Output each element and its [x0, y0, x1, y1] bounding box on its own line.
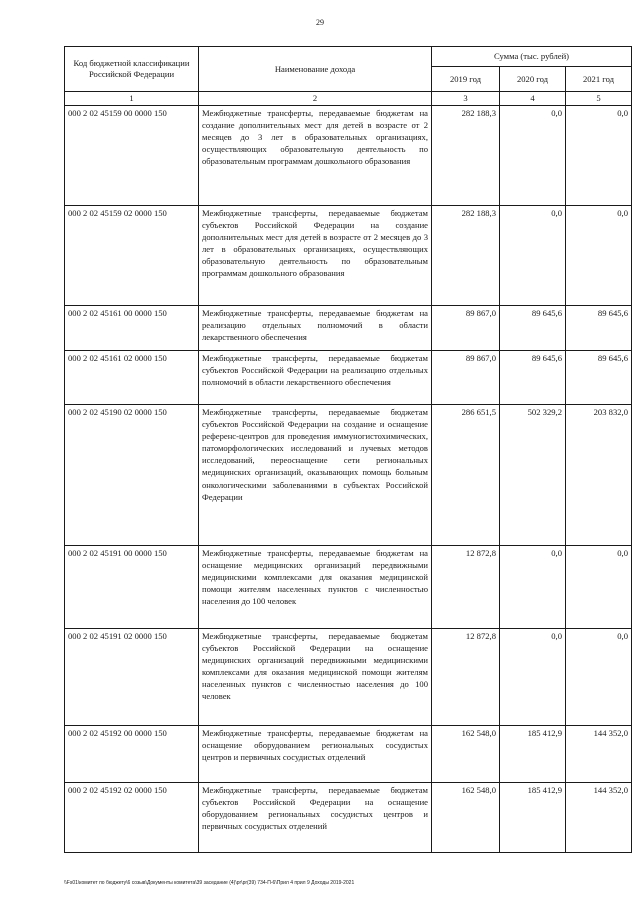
revenue-table: [64, 46, 632, 853]
row-code: 000 2 02 45159 00 0000 150: [65, 106, 199, 206]
row-code: 000 2 02 45191 00 0000 150: [65, 546, 199, 629]
header-row: [65, 47, 632, 67]
table-row: [65, 351, 632, 405]
row-value-2019: 286 651,5: [432, 405, 500, 546]
column-number: 4: [500, 92, 566, 106]
row-value-2020: 185 412,9: [500, 783, 566, 853]
table-row: [65, 546, 632, 629]
table-row: [65, 726, 632, 783]
row-name: Межбюджетные трансферты, передаваемые бюджетам на создание дополнительных мест для детей в возрасте от 2 месяцев до 3 лет в образовательных организациях, осуществляющих образовательную деятельность по образовательным программам дошкольного образования: [199, 106, 432, 206]
row-name: Межбюджетные трансферты, передаваемые бюджетам субъектов Российской Федерации на оснащение оборудованием региональных сосудистых центров и первичных сосудистых отделений: [199, 783, 432, 853]
row-value-2019: 282 188,3: [432, 106, 500, 206]
table-row: [65, 206, 632, 306]
column-number: 3: [432, 92, 500, 106]
row-value-2020: 0,0: [500, 629, 566, 726]
row-value-2019: 12 872,8: [432, 546, 500, 629]
row-code: 000 2 02 45190 02 0000 150: [65, 405, 199, 546]
table-row: [65, 783, 632, 853]
header-code: Код бюджетной классификации Российской Федерации: [65, 47, 199, 92]
table-row: [65, 106, 632, 206]
column-number: 2: [199, 92, 432, 106]
row-value-2021: 144 352,0: [566, 726, 632, 783]
row-code: 000 2 02 45159 02 0000 150: [65, 206, 199, 306]
column-number: 5: [566, 92, 632, 106]
row-value-2019: 12 872,8: [432, 629, 500, 726]
row-value-2019: 282 188,3: [432, 206, 500, 306]
row-value-2020: 502 329,2: [500, 405, 566, 546]
row-name: Межбюджетные трансферты, передаваемые бюджетам субъектов Российской Федерации на создание и оснащение референс-центров для проведения иммуногистохимических, патоморфологических исследований и лучевых методов исследований, переоснащение сети региональных медицинских организаций, оказывающих помощь больным онкологическими заболеваниями в субъектах Российской Федерации: [199, 405, 432, 546]
row-name: Межбюджетные трансферты, передаваемые бюджетам субъектов Российской Федерации на оснащение медицинских организаций передвижными медицинскими комплексами для оказания медицинской помощи жителям населенных пунктов с численностью населения до 100 человек: [199, 629, 432, 726]
column-number: 1: [65, 92, 199, 106]
row-value-2020: 0,0: [500, 546, 566, 629]
row-value-2019: 89 867,0: [432, 306, 500, 351]
row-value-2019: 162 548,0: [432, 783, 500, 853]
row-code: 000 2 02 45161 00 0000 150: [65, 306, 199, 351]
row-code: 000 2 02 45191 02 0000 150: [65, 629, 199, 726]
table-row: [65, 306, 632, 351]
header-sum: Сумма (тыс. рублей): [432, 47, 632, 67]
row-value-2020: 89 645,6: [500, 306, 566, 351]
row-code: 000 2 02 45192 00 0000 150: [65, 726, 199, 783]
row-value-2020: 185 412,9: [500, 726, 566, 783]
table-row: [65, 405, 632, 546]
row-value-2021: 144 352,0: [566, 783, 632, 853]
row-name: Межбюджетные трансферты, передаваемые бюджетам субъектов Российской Федерации на реализацию отдельных полномочий в области лекарственного обеспечения: [199, 351, 432, 405]
row-name: Межбюджетные трансферты, передаваемые бюджетам на реализацию отдельных полномочий в области лекарственного обеспечения: [199, 306, 432, 351]
header-name: Наименование дохода: [199, 47, 432, 92]
row-value-2021: 0,0: [566, 546, 632, 629]
row-value-2021: 0,0: [566, 629, 632, 726]
row-code: 000 2 02 45161 02 0000 150: [65, 351, 199, 405]
header-year-2021: 2021 год: [566, 67, 632, 92]
row-value-2021: 89 645,6: [566, 351, 632, 405]
row-name: Межбюджетные трансферты, передаваемые бюджетам на оснащение медицинских организаций передвижными медицинскими комплексами для оказания медицинской помощи жителям населенных пунктов с численностью населения до 100 человек: [199, 546, 432, 629]
header-year-2019: 2019 год: [432, 67, 500, 92]
table-row: [65, 629, 632, 726]
row-name: Межбюджетные трансферты, передаваемые бюджетам субъектов Российской Федерации на создание дополнительных мест для детей в возрасте от 2 месяцев до 3 лет в образовательных организациях, осуществляющих образовательную деятельность по образовательным программам дошкольного образования: [199, 206, 432, 306]
row-value-2021: 0,0: [566, 206, 632, 306]
row-value-2020: 89 645,6: [500, 351, 566, 405]
row-value-2020: 0,0: [500, 106, 566, 206]
column-numbers-row: [65, 92, 632, 106]
row-value-2021: 0,0: [566, 106, 632, 206]
row-name: Межбюджетные трансферты, передаваемые бюджетам на оснащение оборудованием региональных сосудистых центров и первичных сосудистых отделений: [199, 726, 432, 783]
row-value-2019: 162 548,0: [432, 726, 500, 783]
page-number: 29: [316, 18, 324, 27]
row-code: 000 2 02 45192 02 0000 150: [65, 783, 199, 853]
row-value-2020: 0,0: [500, 206, 566, 306]
header-year-2020: 2020 год: [500, 67, 566, 92]
file-path-footer: \\Fs01\комитет по бюджету\6 созыв\Документы комитета\39 заседание (4)\pr\pr(39) 734-П-6\Прил 4 прил 9 Доходы 2019-2021: [64, 880, 355, 886]
row-value-2021: 203 832,0: [566, 405, 632, 546]
row-value-2019: 89 867,0: [432, 351, 500, 405]
row-value-2021: 89 645,6: [566, 306, 632, 351]
